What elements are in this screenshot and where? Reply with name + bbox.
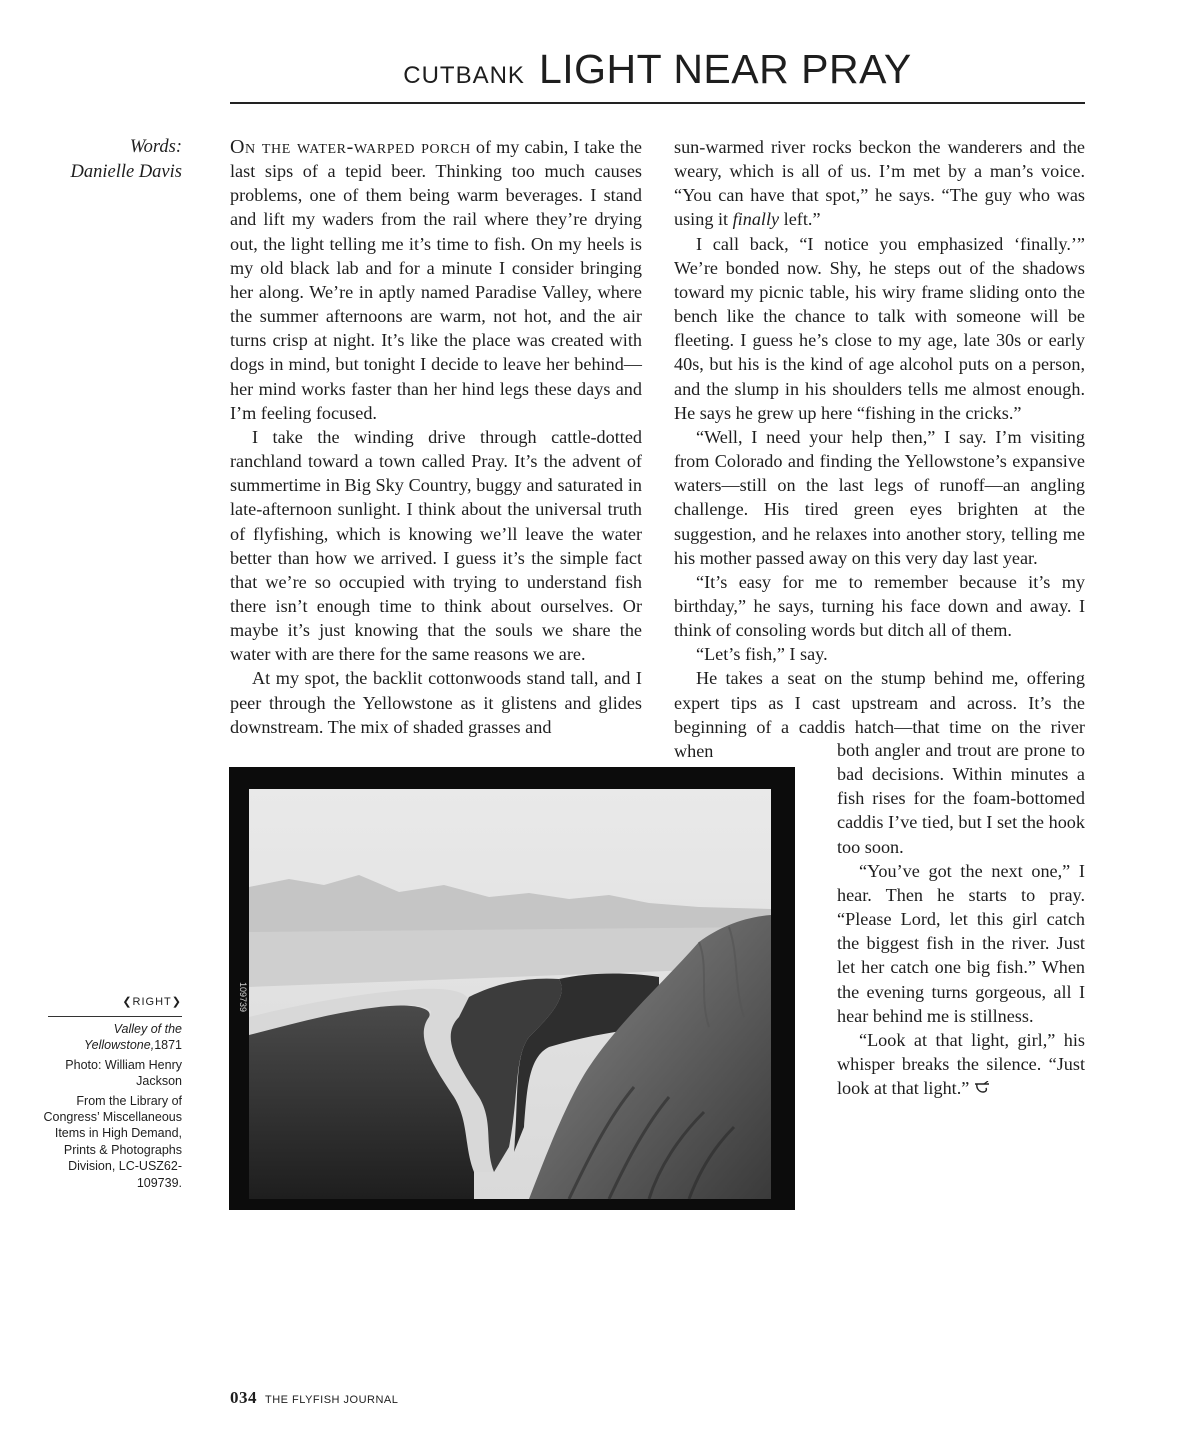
left-bracket-icon: ❮ [122, 996, 133, 1008]
header-rule [230, 102, 1085, 104]
page-number: 034 [230, 1388, 257, 1407]
paragraph-10: “Look at that light, girl,” his whisper breaks the silence. “Just look at that light.” [837, 1029, 1085, 1099]
article-column-3 [837, 738, 1085, 1100]
byline [71, 135, 183, 185]
paragraph-4: I call back, “I notice you emphasized ‘finally.’” We’re bonded now. Shy, he steps out of the shadows toward my picnic table, his wiry frame sliding onto the bench like the chance to talk with someone will be fleeting. I guess he’s close to my age, late 30s or early 40s, but his is the kind of age alcohol puts on a person, and the slump in his shoulders tells me almost enough. He says he grew up here “fishing in the cricks.” [674, 233, 1085, 423]
paragraph-1-text: of my cabin, I take the last sips of a tepid beer. Thinking too much causes problems, one of them being warm beverages. I stand and lift my waders from the rail where they’re drying out, the light telling me it’s time to fish. On my heels is my old black lab and for a minute I consider bringing her along. We’re in aptly named Paradise Valley, where the summer afternoons are warm, not hot, and the air turns crisp at night. It’s like the place was created with dogs in mind, but tonight I decide to leave her behind—her mind works faster than her hind legs these days and I’m feeling focused. [230, 137, 642, 423]
paragraph-9: “You’ve got the next one,” I hear. Then he starts to pray. “Please Lord, let this girl catch the biggest fish in the river. Just let her catch one big fish.” When the evening turns gorgeous, all I hear behind me is stillness. [837, 860, 1085, 1026]
paragraph-3-continued: sun-warmed river rocks beckon the wanderers and the weary, which is all of us. I’m met by a man’s voice. “You can have that spot,” he says. “The guy who was using it finally left.” [674, 137, 1085, 230]
section-label: CUTBANK [403, 62, 525, 89]
caption-photo-credit: Photo: William Henry Jackson [65, 1057, 182, 1089]
caption-source: From the Library of Congress’ Miscellaneous Items in High Demand, Prints & Photographs Division, LC-USZ62-109739. [43, 1093, 182, 1190]
paragraph-6: “It’s easy for me to remember because it’s my birthday,” he says, turning his face down and away. I think of consoling words but ditch all of them. [674, 571, 1085, 641]
page-header [230, 46, 1085, 104]
fly-hook-icon [973, 1081, 991, 1095]
caption-title: Valley of the Yellowstone,1871 [84, 1022, 182, 1053]
paragraph-1 [230, 135, 642, 425]
historic-photo [229, 767, 795, 1210]
article-column-1 [230, 135, 642, 739]
caption-tag: ❮RIGHT❯ [122, 996, 182, 1008]
right-bracket-icon: ❯ [171, 996, 182, 1008]
byline-author: Danielle Davis [70, 162, 182, 182]
paragraph-5: “Well, I need your help then,” I say. I’m visiting from Colorado and finding the Yellowstone’s expansive waters—still on the last legs of runoff—an angling challenge. His tired green eyes brighten at the suggestion, and he relaxes into another story, telling me his mother passed away on this very day last year. [674, 426, 1085, 568]
lead-in-text: On the water-warped porch [230, 136, 471, 158]
paragraph-3: At my spot, the backlit cottonwoods stand tall, and I peer through the Yellowstone as it glistens and glides downstream. The mix of shaded grasses and [230, 668, 642, 737]
photo-caption [32, 1021, 182, 1191]
magazine-name: THE FLYFISH JOURNAL [265, 1394, 399, 1406]
paragraph-2: I take the winding drive through cattle-dotted ranchland toward a town called Pray. It’s the advent of summertime in Big Sky Country, buggy and saturated in late-afternoon sunlight. I think about the universal truth of flyfishing, which is knowing we’ll leave the water better than how we arrived. I guess it’s the simple fact that we’re so occupied with trying to understand fish there isn’t enough time to think about ourselves. Or maybe it’s just knowing that the souls we share the water with are there for the same reasons we are. [230, 426, 642, 665]
paragraph-8: He takes a seat on the stump behind me, offering expert tips as I cast upstream and across. It’s the beginning of a caddis hatch—that time on the river when [674, 668, 1085, 761]
page-title: LIGHT NEAR PRAY [538, 46, 912, 92]
article-column-2 [674, 135, 1085, 763]
negative-number: 109739 [238, 982, 248, 1013]
paragraph-8-continued: both angler and trout are prone to bad decisions. Within minutes a fish rises for the foam-bottomed caddis I’ve tied, but I set the hook too soon. [837, 740, 1085, 857]
byline-label: Words: [129, 137, 182, 157]
caption-rule [48, 1016, 182, 1017]
page-footer [230, 1388, 398, 1408]
landscape-photo-image [229, 767, 795, 1210]
paragraph-7: “Let’s fish,” I say. [696, 644, 828, 665]
